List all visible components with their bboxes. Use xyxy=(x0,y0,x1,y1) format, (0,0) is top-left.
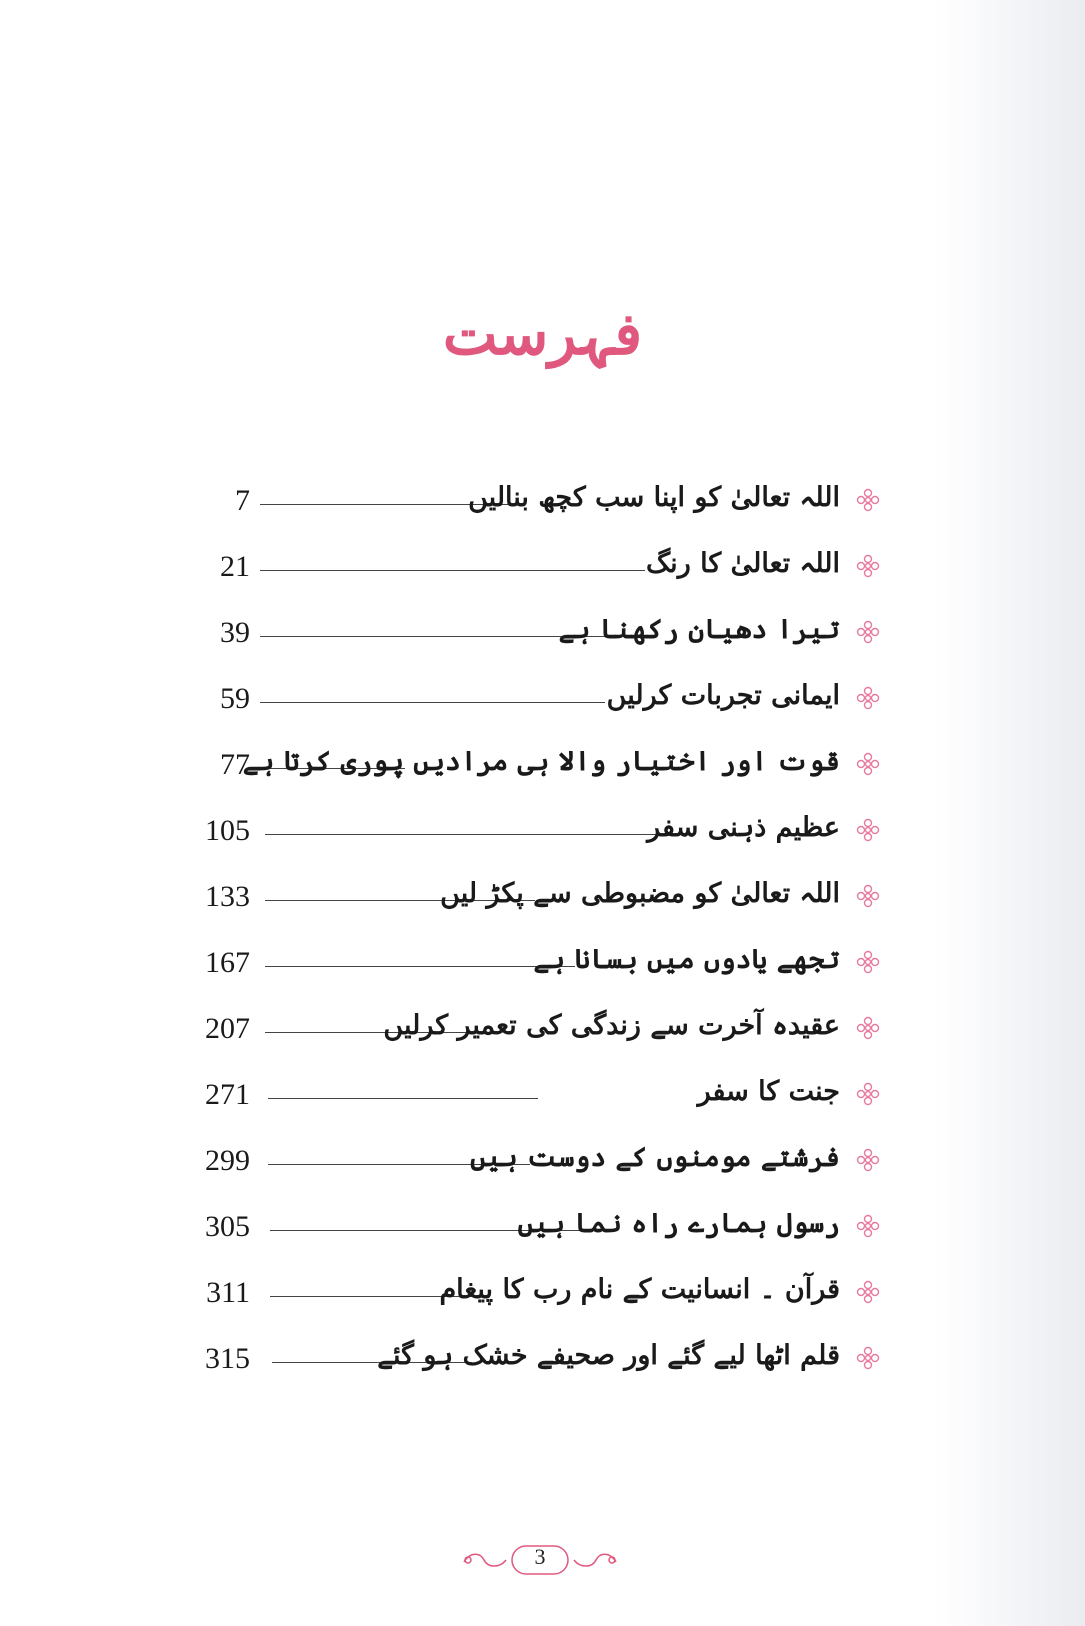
flower-bullet-icon xyxy=(856,1082,880,1106)
toc-entry[interactable] xyxy=(180,1006,880,1056)
leader-line xyxy=(265,966,575,967)
toc-entry-title: اللہ تعالیٰ کا رنگ xyxy=(646,548,840,579)
toc-entry[interactable] xyxy=(180,1204,880,1254)
flower-bullet-icon xyxy=(856,950,880,974)
toc-page-number: 105 xyxy=(205,814,250,847)
toc-entry-title: تیرا دھیان رکھنا ہے xyxy=(558,614,840,645)
toc-entry[interactable] xyxy=(180,940,880,990)
toc-page-number: 21 xyxy=(220,550,250,583)
toc-entry[interactable] xyxy=(180,1270,880,1320)
leader-line xyxy=(260,570,645,571)
flower-bullet-icon xyxy=(856,884,880,908)
toc-entry[interactable] xyxy=(180,1138,880,1188)
flower-bullet-icon xyxy=(856,686,880,710)
toc-entry-title: قوت اور اختیار والا ہی مرادیں پوری کرتا ہے xyxy=(242,746,840,777)
toc-entry[interactable] xyxy=(180,808,880,858)
flower-bullet-icon xyxy=(856,818,880,842)
toc-entry-title: جنت کا سفر xyxy=(697,1076,840,1107)
flower-bullet-icon xyxy=(856,488,880,512)
toc-entry-title: عقیدہ آخرت سے زندگی کی تعمیر کرلیں xyxy=(383,1010,840,1041)
flower-bullet-icon xyxy=(856,752,880,776)
toc-entry-title: عظیم ذہنی سفر xyxy=(647,812,840,843)
toc-page-number: 305 xyxy=(205,1210,250,1243)
toc-page-number: 133 xyxy=(205,880,250,913)
toc-entry[interactable] xyxy=(180,742,880,792)
toc-entry[interactable] xyxy=(180,544,880,594)
toc-page-number: 311 xyxy=(206,1276,250,1309)
toc-entry[interactable] xyxy=(180,1336,880,1386)
flower-bullet-icon xyxy=(856,1148,880,1172)
toc-page-number: 315 xyxy=(205,1342,250,1375)
toc-entry-title: فرشتے مومنوں کے دوست ہیں xyxy=(470,1142,840,1173)
flower-bullet-icon xyxy=(856,1016,880,1040)
toc-entry[interactable] xyxy=(180,874,880,924)
toc-entry-title: قرآن ۔ انسانیت کے نام رب کا پیغام xyxy=(439,1274,840,1305)
flower-bullet-icon xyxy=(856,1346,880,1370)
toc-page-number: 7 xyxy=(235,484,250,517)
toc-page-number: 271 xyxy=(205,1078,250,1111)
toc-entry[interactable] xyxy=(180,676,880,726)
flower-bullet-icon xyxy=(856,620,880,644)
toc-entry-title: اللہ تعالیٰ کو اپنا سب کچھ بنالیں xyxy=(468,482,840,513)
page-edge-shadow xyxy=(935,0,1085,1626)
toc-page-number: 167 xyxy=(205,946,250,979)
toc-entry-title: تجھے یادوں میں بسانا ہے xyxy=(533,944,840,975)
toc-entry[interactable] xyxy=(180,478,880,528)
toc-page-number: 39 xyxy=(220,616,250,649)
toc-page-number: 59 xyxy=(220,682,250,715)
toc-entry-title: قلم اٹھا لیے گئے اور صحیفے خشک ہو گئے xyxy=(377,1340,840,1371)
toc-entry[interactable] xyxy=(180,610,880,660)
leader-line xyxy=(268,1098,538,1099)
page-title: فہرست xyxy=(442,300,643,368)
flower-bullet-icon xyxy=(856,1214,880,1238)
toc-entry-title: رسول ہمارے راہ نما ہیں xyxy=(517,1208,840,1239)
page-number: 3 xyxy=(534,1544,546,1569)
leader-line xyxy=(260,702,605,703)
leader-line xyxy=(265,834,685,835)
toc-entry[interactable] xyxy=(180,1072,880,1122)
toc-entry-title: ایمانی تجربات کرلیں xyxy=(606,680,840,711)
toc-page-number: 77 xyxy=(220,748,250,781)
toc-entry-title: اللہ تعالیٰ کو مضبوطی سے پکڑ لیں xyxy=(440,878,840,909)
flower-bullet-icon xyxy=(856,554,880,578)
page-footer xyxy=(460,1540,620,1580)
flower-bullet-icon xyxy=(856,1280,880,1304)
toc-page-number: 299 xyxy=(205,1144,250,1177)
toc-page-number: 207 xyxy=(205,1012,250,1045)
